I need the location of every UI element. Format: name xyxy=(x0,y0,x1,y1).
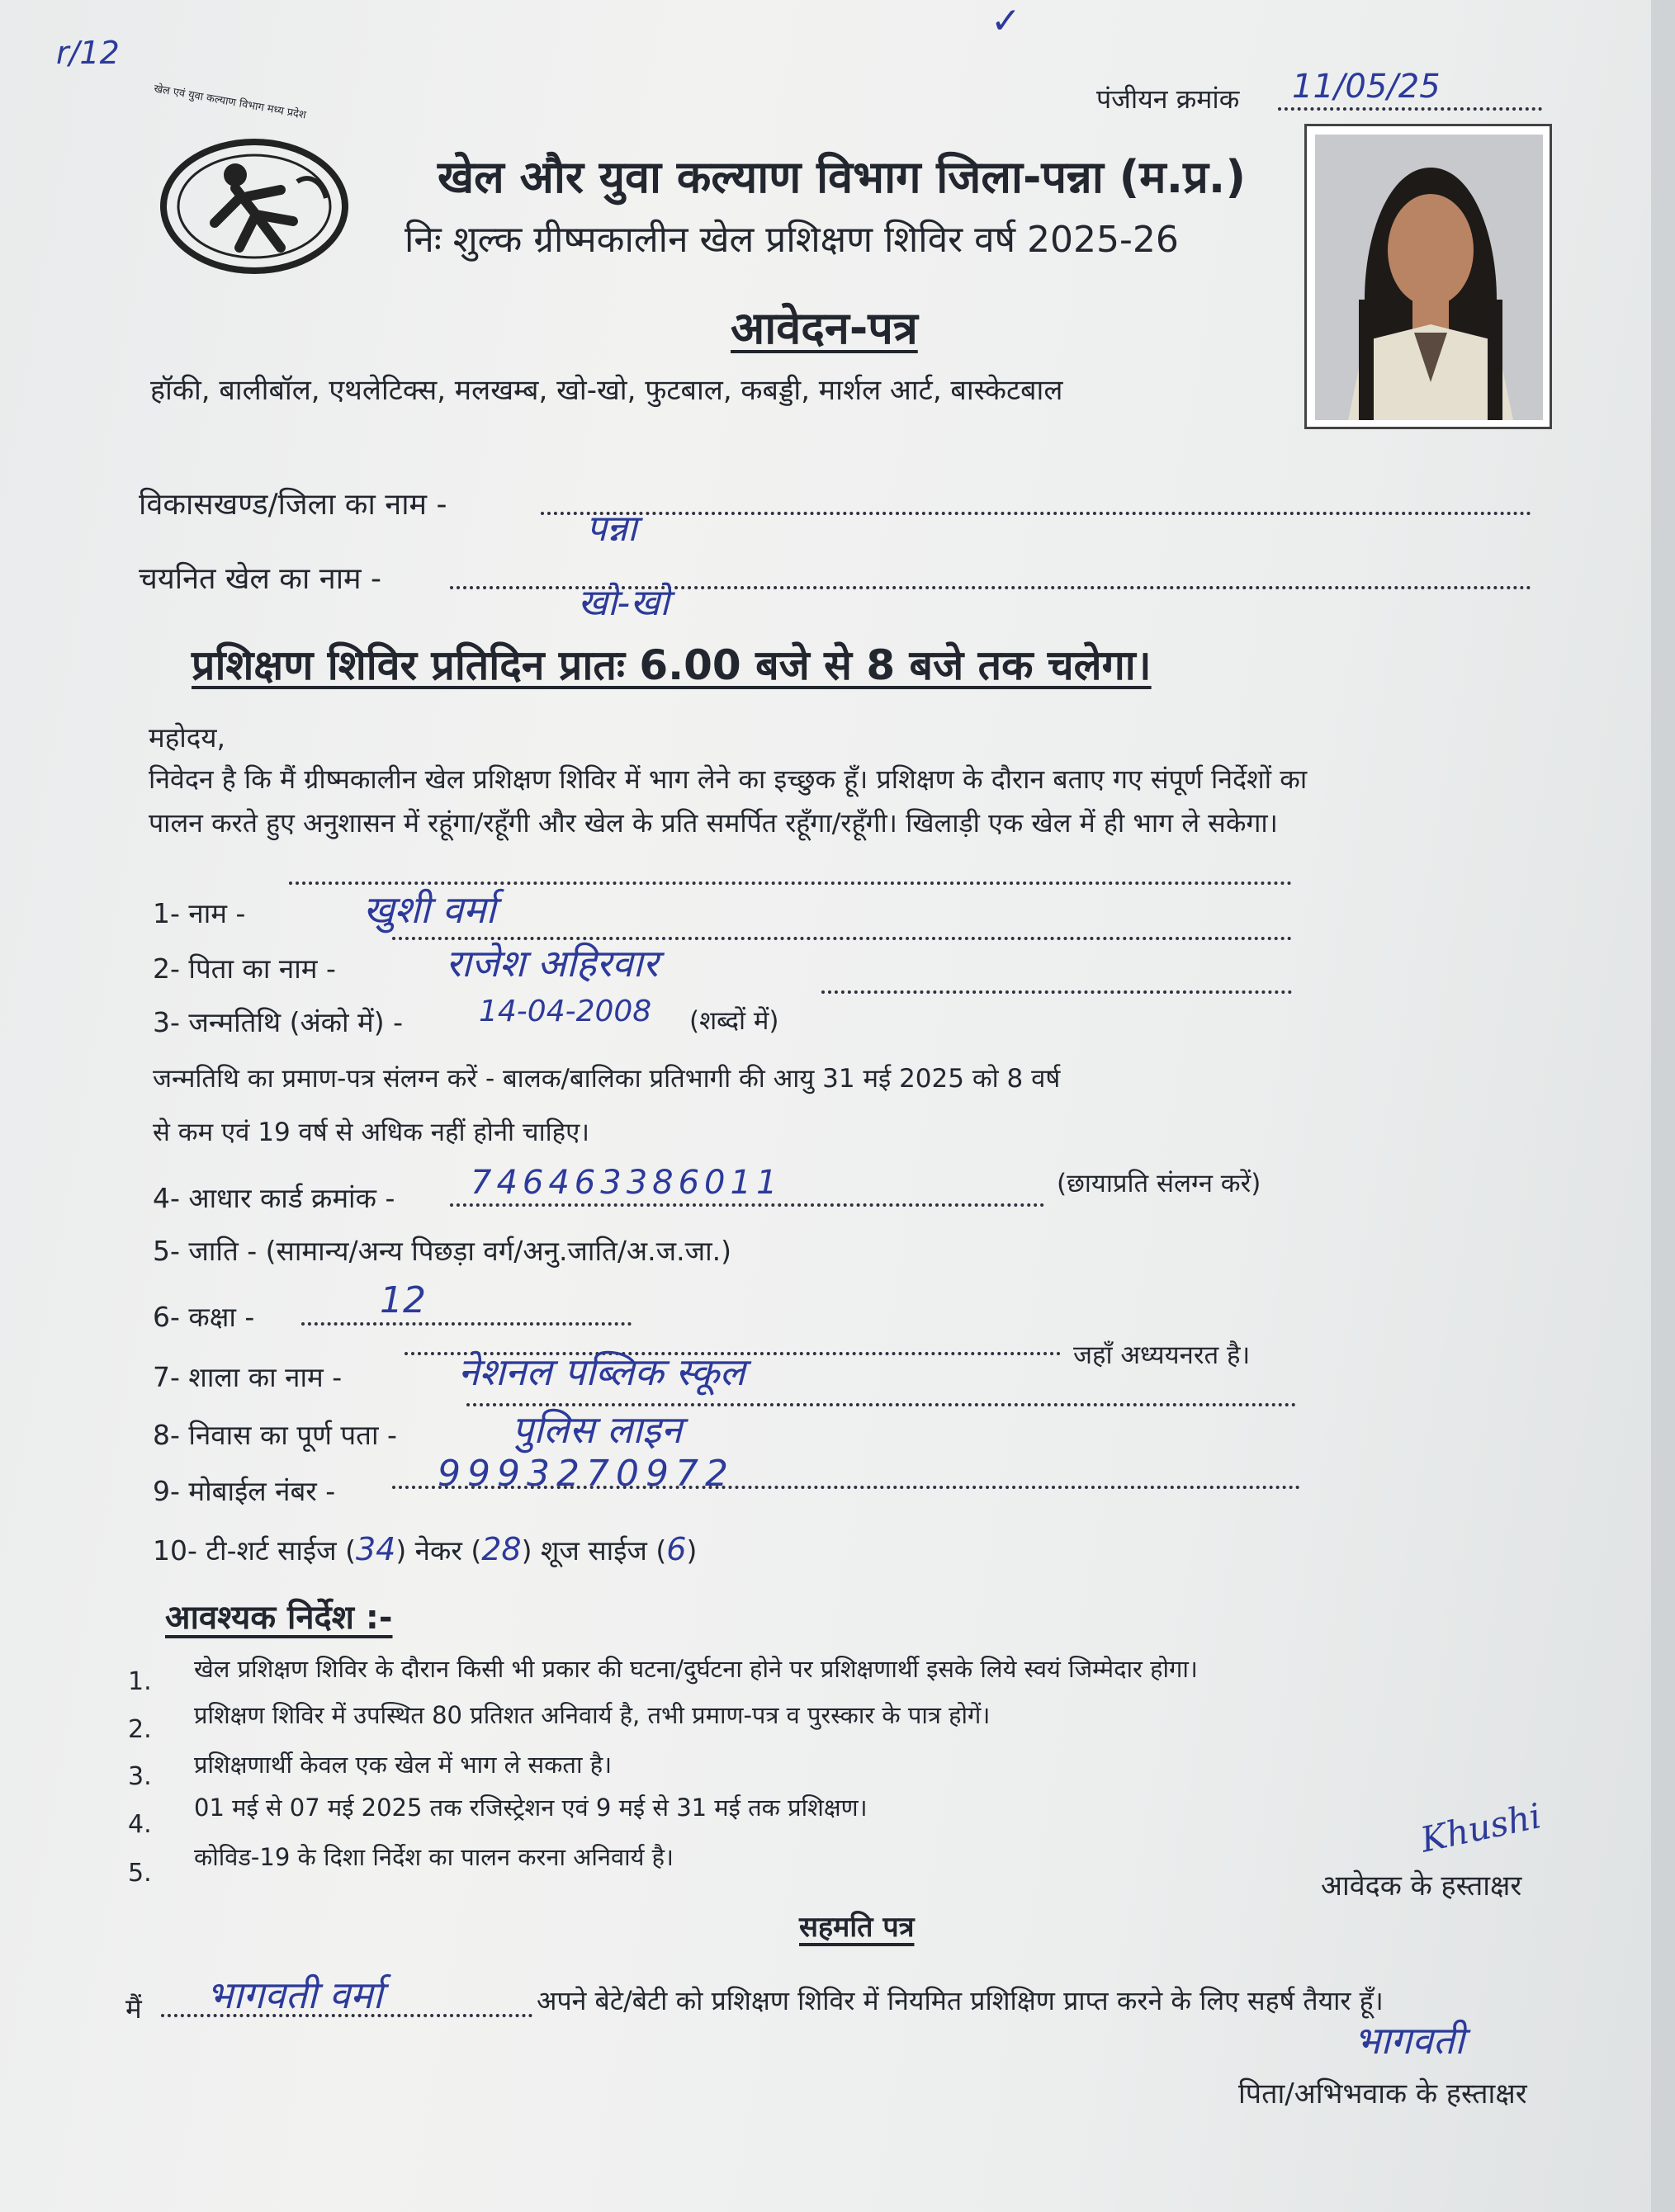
tick-mark: ✓ xyxy=(991,0,1021,42)
address-value[interactable]: पुलिस लाइन xyxy=(512,1407,683,1452)
sport-value[interactable]: खो-खो xyxy=(578,582,670,624)
dob-words-label: (शब्दों में) xyxy=(689,1006,779,1036)
camp-timing: प्रशिक्षण शिविर प्रतिदिन प्रातः 6.00 बजे से 8 बजे तक चलेगा। xyxy=(192,641,1152,689)
department-logo xyxy=(157,124,355,281)
aadhaar-dots xyxy=(450,1203,1044,1207)
instruction-text: प्रशिक्षण शिविर में उपस्थित 80 प्रतिशत अनिवार्य है, तभी प्रमाण-पत्र व पुरस्कार के पात्र होगें। xyxy=(194,1701,991,1729)
instruction-text: प्रशिक्षणार्थी केवल एक खेल में भाग ले सकता है। xyxy=(194,1751,613,1779)
registration-dots xyxy=(1278,107,1542,111)
aadhaar-value[interactable]: 746463386011 xyxy=(471,1164,783,1202)
margin-note: r/12 xyxy=(56,35,120,71)
father-name-value[interactable]: राजेश अहिरवार xyxy=(446,941,659,985)
aadhaar-label: 4- आधार कार्ड क्रमांक - xyxy=(153,1182,395,1214)
school-value[interactable]: नेशनल पब्लिक स्कूल xyxy=(458,1349,745,1394)
mobile-value[interactable]: 9993270972 xyxy=(438,1453,735,1495)
class-value[interactable]: 12 xyxy=(380,1279,426,1321)
applicant-signature-label: आवेदक के हस्ताक्षर xyxy=(1321,1869,1522,1902)
sizes-row xyxy=(153,1531,697,1568)
instruction-number: 2. xyxy=(128,1715,152,1744)
instruction-text: 01 मई से 07 मई 2025 तक रजिस्ट्रेशन एवं 9 मई से 31 मई तक प्रशिक्षण। xyxy=(194,1794,868,1822)
caste-label: 5- जाति - (सामान्य/अन्य पिछड़ा वर्ग/अनु.जाति/अ.ज.जा.) xyxy=(153,1235,732,1267)
declaration-line-2: पालन करते हुए अनुशासन में रहूंगा/रहूँगी और खेल के प्रति समर्पित रहूँगा/रहूँगी। खिलाड़ी एक खेल में ही भाग ले सकेगा। xyxy=(149,807,1278,839)
sports-list: हॉकी, बालीबॉल, एथलेटिक्स, मलखम्ब, खो-खो, फुटबाल, कबड्डी, मार्शल आर्ट, बास्केटबाल xyxy=(150,374,1063,407)
instruction-number: 4. xyxy=(128,1810,152,1839)
father-name-label: 2- पिता का नाम - xyxy=(153,952,336,985)
tshirt-size[interactable]: 34 xyxy=(355,1531,396,1567)
sizes-close: ) xyxy=(686,1534,698,1567)
dob-note-1: जन्मतिथि का प्रमाण-पत्र संलग्न करें - बालक/बालिका प्रतिभागी की आयु 31 मई 2025 को 8 वर्ष xyxy=(153,1064,1061,1094)
instruction-text: खेल प्रशिक्षण शिविर के दौरान किसी भी प्रकार की घटना/दुर्घटना होने पर प्रशिक्षणार्थी इसके लिये स्वयं जिम्मेदार होगा। xyxy=(194,1655,1198,1683)
shoe-size[interactable]: 6 xyxy=(666,1531,687,1567)
aadhaar-note: (छायाप्रति संलग्न करें) xyxy=(1057,1169,1261,1198)
block-label: विकासखण्ड/जिला का नाम - xyxy=(139,488,447,522)
instructions-title: आवश्यक निर्देश :- xyxy=(165,1599,393,1637)
instruction-number: 3. xyxy=(128,1762,152,1791)
name-label: 1- नाम - xyxy=(153,897,246,929)
registration-label: पंजीयन क्रमांक xyxy=(1096,83,1240,115)
instruction-number: 5. xyxy=(128,1859,152,1888)
consent-guardian-name[interactable]: भागवती वर्मा xyxy=(206,1973,383,2017)
declaration-line-1: निवेदन है कि मैं ग्रीष्मकालीन खेल प्रशिक्षण शिविर में भाग लेने का इच्छुक हूँ। प्रशिक्षण के दौरान बताए गए संपूर्ण निर्देशों का xyxy=(149,763,1308,795)
consent-text: अपने बेटे/बेटी को प्रशिक्षण शिविर में नियमित प्रशिक्षिण प्राप्त करने के लिए सहर्ष तैयार हूँ। xyxy=(537,1985,1384,2016)
tshirt-label: 10- टी-शर्ट साईज ( xyxy=(153,1534,356,1567)
form-title: आवेदन-पत्र xyxy=(731,302,918,354)
class-dots xyxy=(301,1322,632,1326)
class-label: 6- कक्षा - xyxy=(153,1301,255,1333)
nekar-label: ) नेकर ( xyxy=(395,1534,482,1567)
mobile-label: 9- मोबाईल नंबर - xyxy=(153,1475,336,1507)
department-title: खेल और युवा कल्याण विभाग जिला-पन्ना (म.प्र.) xyxy=(438,151,1247,203)
guardian-signature: भागवती xyxy=(1354,2018,1464,2063)
nekar-size[interactable]: 28 xyxy=(481,1531,522,1567)
camp-title: निः शुल्क ग्रीष्मकालीन खेल प्रशिक्षण शिविर वर्ष 2025-26 xyxy=(405,219,1179,261)
instruction-text: कोविड-19 के दिशा निर्देश का पालन करना अनिवार्य है। xyxy=(194,1843,674,1871)
school-note: जहाँ अध्ययनरत है। xyxy=(1073,1340,1251,1370)
block-value[interactable]: पन्ना xyxy=(586,508,637,550)
dob-note-2: से कम एवं 19 वर्ष से अधिक नहीं होनी चाहिए। xyxy=(153,1118,590,1147)
name-value[interactable]: खुशी वर्मा xyxy=(363,887,496,932)
registration-value: 11/05/25 xyxy=(1292,68,1441,106)
sport-label: चयनित खेल का नाम - xyxy=(139,562,381,596)
applicant-photo xyxy=(1304,124,1552,429)
dob-label: 3- जन्मतिथि (अंको में) - xyxy=(153,1006,404,1038)
applicant-signature: Khushi xyxy=(1417,1795,1545,1860)
block-dots xyxy=(541,512,1531,515)
consent-title: सहमति पत्र xyxy=(799,1911,915,1944)
consent-prefix: मैं xyxy=(125,1992,142,2025)
instruction-number: 1. xyxy=(128,1667,152,1696)
logo-text: खेल एवं युवा कल्याण विभाग मध्य प्रदेश xyxy=(153,83,307,122)
dob-value[interactable]: 14-04-2008 xyxy=(479,995,652,1028)
school-label: 7- शाला का नाम - xyxy=(153,1361,343,1393)
salutation: महोदय, xyxy=(149,721,225,754)
shoe-label: ) शूज साईज ( xyxy=(521,1534,667,1567)
dob-words-dots xyxy=(821,990,1292,994)
guardian-signature-label: पिता/अभिभवाक के हस्ताक्षर xyxy=(1238,2077,1527,2110)
address-label: 8- निवास का पूर्ण पता - xyxy=(153,1419,397,1451)
